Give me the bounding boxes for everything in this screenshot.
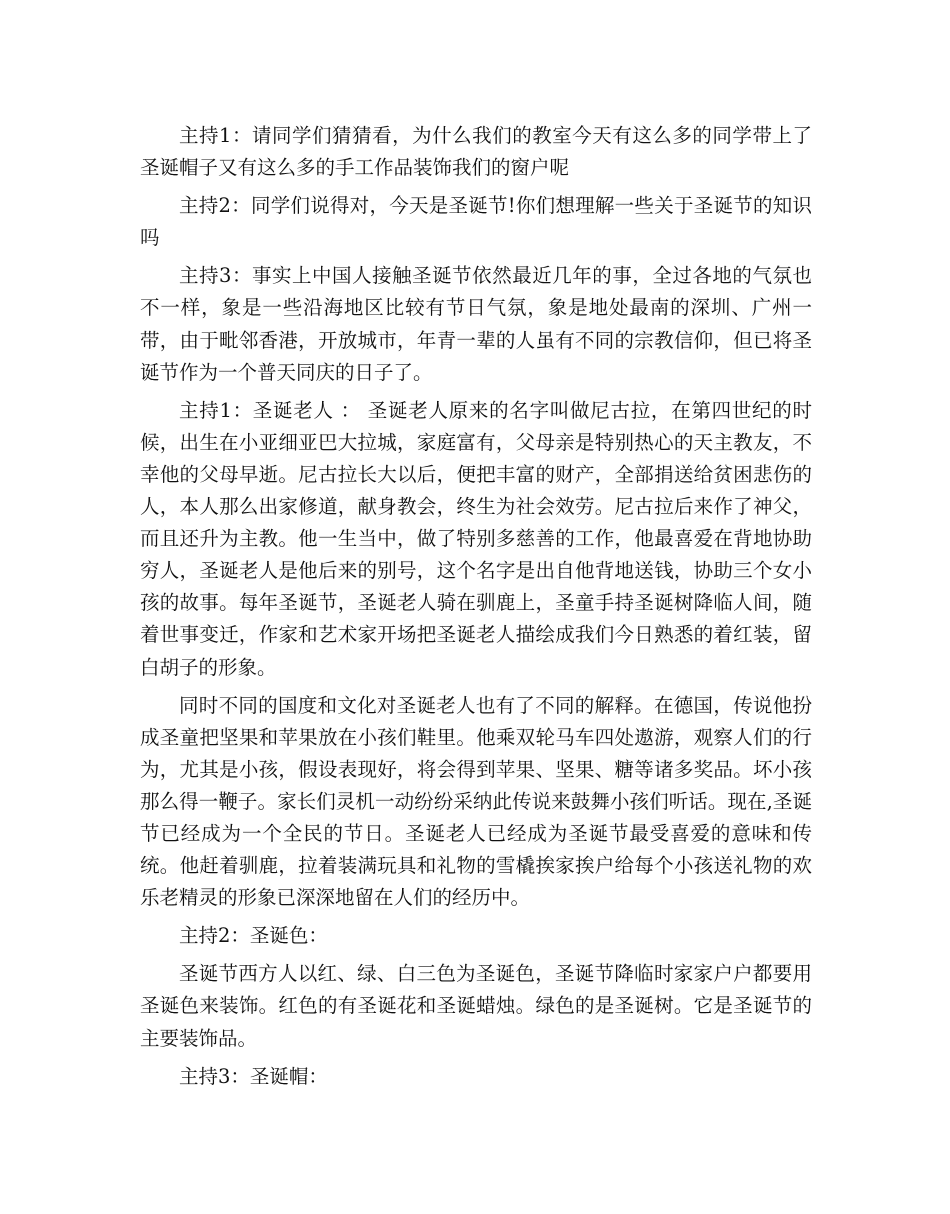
paragraph-host3-hat-heading: 主持3：圣诞帽： (179, 1064, 328, 1088)
paragraph-host1-santa: 主持1：圣诞老人 ： 圣诞老人原来的名字叫做尼古拉，在第四世纪的时候，出生在小亚细亚巴大拉城，家庭富有，父母亲是特别热心的天主教友，不幸他的父母早逝。尼古拉长大以后，便把丰富的财产，全部捐送给贫困悲伤的人，本人那么出家修道，献身教会，终生为社会效劳。尼古拉后来作了神父，而且还升为主教。他一生当中，做了特别多慈善的工作，他最喜爱在背地协助穷人，圣诞老人是他后来的别号，这个名字是出自他背地送钱，协助三个女小孩的故事。每年圣诞节，圣诞老人骑在驯鹿上，圣童手持圣诞树降临人间，随着世事变迁，作家和艺术家开场把圣诞老人描绘成我们今日熟悉的着红装，留白胡子的形象。 (140, 398, 812, 679)
paragraph-host3-china: 主持3：事实上中国人接触圣诞节依然最近几年的事，全过各地的气氛也不一样，象是一些沿海地区比较有节日气氛，象是地处最南的深圳、广州一带，由于毗邻香港，开放城市，年青一辈的人虽有不同的宗教信仰，但已将圣诞节作为一个普天同庆的日子了。 (140, 264, 812, 384)
paragraph-christmas-colors: 圣诞节西方人以红、绿、白三色为圣诞色，圣诞节降临时家家户户都要用圣诞色来装饰。红色的有圣诞花和圣诞蜡烛。绿色的是圣诞树。它是圣诞节的主要装饰品。 (140, 962, 812, 1050)
paragraph-host1-question: 主持1：请同学们猜猜看，为什么我们的教室今天有这么多的同学带上了圣诞帽子又有这么多的手工作品装饰我们的窗户呢 (140, 124, 812, 180)
paragraph-host2-colors-heading: 主持2：圣诞色： (179, 924, 328, 948)
paragraph-santa-cultures: 同时不同的国度和文化对圣诞老人也有了不同的解释。在德国，传说他扮成圣童把坚果和苹果放在小孩们鞋里。他乘双轮马车四处遨游，观察人们的行为，尤其是小孩，假设表现好，将会得到苹果、坚果、糖等诸多奖品。坏小孩那么得一鞭子。家长们灵机一动纷纷采纳此传说来鼓舞小孩们听话。现在,圣诞节已经成为一个全民的节日。圣诞老人已经成为圣诞节最受喜爱的意味和传统。他赶着驯鹿，拉着装满玩具和礼物的雪橇挨家挨户给每个小孩送礼物的欢乐老精灵的形象已深深地留在人们的经历中。 (140, 693, 812, 910)
document-body (140, 120, 812, 1093)
paragraph-host2-intro: 主持2：同学们说得对，今天是圣诞节!你们想理解一些关于圣诞节的知识吗 (140, 194, 812, 250)
